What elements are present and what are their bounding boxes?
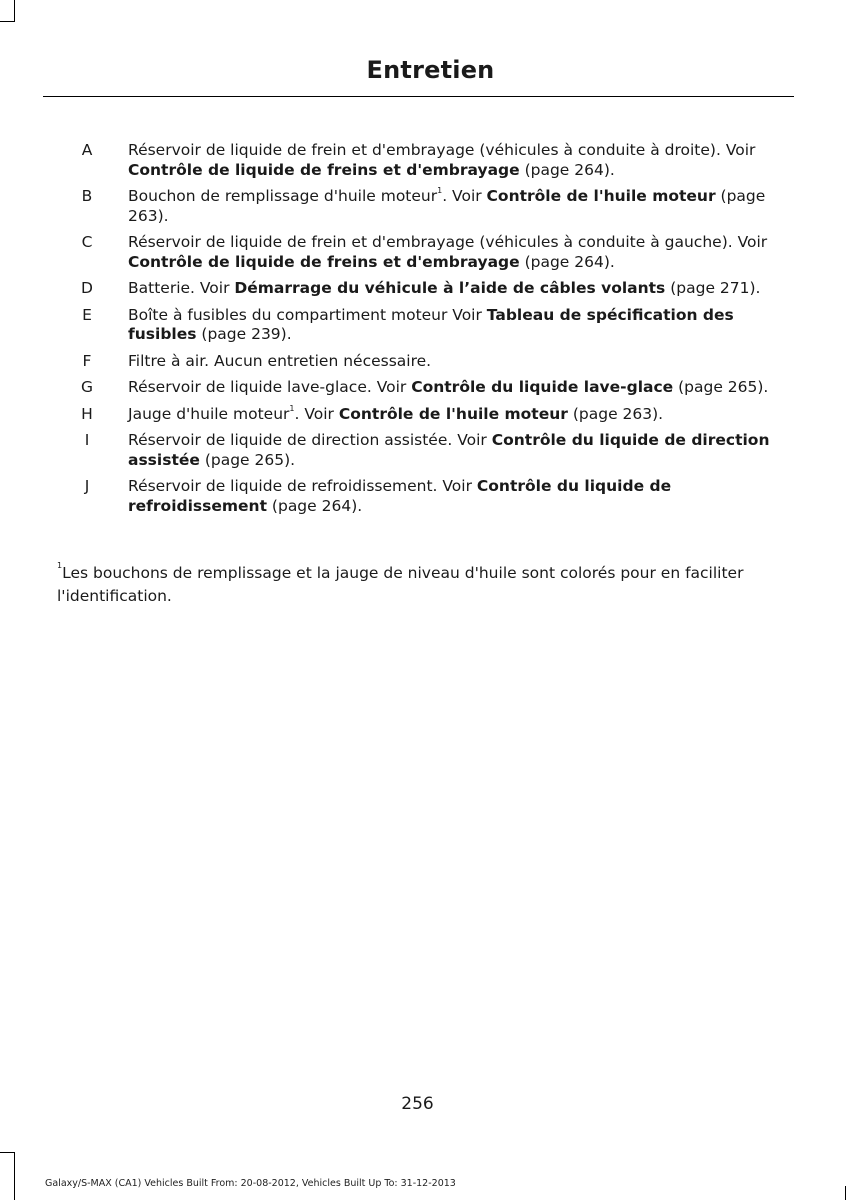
cross-reference-link[interactable]: Démarrage du véhicule à l’aide de câbles volants [234, 279, 666, 297]
description-text: (page 239). [196, 325, 292, 343]
description-text: Boîte à fusibles du compartiment moteur Voir [128, 305, 487, 324]
description-text: (page 265). [199, 450, 296, 469]
footer-vehicle-info: Galaxy/S-MAX (CA1) Vehicles Built From: 20-08-2012, Vehicles Built Up To: 31-12-2013 [45, 1178, 456, 1189]
legend-item [0, 352, 861, 372]
legend-description [128, 233, 788, 272]
legend-letter: G [80, 378, 93, 396]
description-text: Bouchon de remplissage d'huile moteur [128, 187, 438, 205]
footnote-text: Les bouchons de remplissage et la jauge de niveau d'huile sont colorés pour en faciliter l'identification. [57, 564, 744, 605]
cross-reference-link[interactable]: Contrôle de liquide de freins et d'embrayage [128, 252, 520, 271]
description-text: Réservoir de liquide de frein et d'embrayage (véhicules à conduite à gauche). Voir [128, 233, 768, 251]
crop-mark-bottom-right-vertical [845, 1186, 846, 1200]
footnote-ref: 1 [437, 186, 443, 195]
description-text: (page 264). [519, 160, 615, 179]
legend-letter: E [82, 305, 92, 324]
legend-item [0, 141, 861, 180]
title-divider [43, 96, 794, 97]
legend-letter: J [84, 477, 90, 495]
legend-description [128, 187, 788, 226]
legend-letter: A [81, 141, 93, 159]
crop-mark-bottom-left-vertical [14, 1152, 15, 1200]
description-text: (page 265). [673, 378, 769, 396]
description-text: Réservoir de liquide lave-glace. Voir [128, 378, 412, 396]
description-text: (page 263). [128, 187, 766, 225]
legend-item [0, 233, 861, 272]
legend-letter: D [81, 279, 93, 297]
legend-letter: I [84, 431, 90, 449]
legend-item [0, 477, 861, 516]
legend-description [128, 431, 788, 470]
legend-description [128, 279, 788, 299]
legend-letter: H [81, 404, 93, 423]
cross-reference-link[interactable]: Contrôle du liquide de direction assistée [128, 431, 770, 469]
page-number: 256 [401, 1094, 434, 1114]
legend-item [0, 306, 861, 345]
legend-description [128, 141, 788, 180]
description-text: Réservoir de liquide de refroidissement. Voir [128, 477, 477, 495]
legend-item [0, 405, 861, 425]
crop-mark-top-left-horizontal [0, 21, 15, 22]
cross-reference-link[interactable]: Contrôle de l'huile moteur [338, 404, 568, 423]
description-text: . Voir [294, 404, 339, 423]
description-text: Batterie. Voir [128, 279, 235, 297]
crop-mark-top-left-vertical [14, 0, 15, 22]
legend-description [128, 405, 788, 425]
description-text: (page 264). [519, 252, 615, 271]
legend-letter: C [81, 233, 93, 251]
legend-item [0, 279, 861, 299]
footnote-marker: 1 [57, 561, 63, 570]
legend-item [0, 378, 861, 398]
cross-reference-link[interactable]: Contrôle de liquide de freins et d'embrayage [128, 160, 520, 179]
description-text: (page 264). [267, 496, 363, 515]
legend-description [128, 352, 788, 372]
cross-reference-link[interactable]: Contrôle du liquide lave-glace [411, 378, 674, 396]
description-text: Réservoir de liquide de frein et d'embrayage (véhicules à conduite à droite). Voir [128, 141, 756, 159]
legend-description [128, 378, 788, 398]
description-text: (page 271). [665, 279, 761, 297]
page-title: Entretien [366, 56, 495, 84]
cross-reference-link[interactable]: Contrôle de l'huile moteur [486, 187, 716, 205]
description-text: Réservoir de liquide de direction assistée. Voir [128, 431, 492, 449]
description-text: Filtre à air. Aucun entretien nécessaire. [128, 351, 432, 370]
legend-item [0, 431, 861, 470]
crop-mark-bottom-left-horizontal [0, 1152, 15, 1153]
footnote [57, 562, 797, 608]
description-text: Jauge d'huile moteur [128, 404, 290, 423]
cross-reference-link[interactable]: Tableau de spécification des fusibles [128, 305, 734, 343]
footnote-ref: 1 [289, 403, 295, 413]
cross-reference-link[interactable]: Contrôle du liquide de refroidissement [128, 477, 672, 515]
description-text: (page 263). [567, 404, 664, 423]
legend-item [0, 187, 861, 226]
legend-description [128, 477, 788, 516]
description-text: . Voir [442, 187, 487, 205]
legend-letter: F [82, 351, 92, 370]
component-legend-list [0, 141, 861, 523]
legend-letter: B [81, 187, 93, 205]
legend-description [128, 306, 788, 345]
